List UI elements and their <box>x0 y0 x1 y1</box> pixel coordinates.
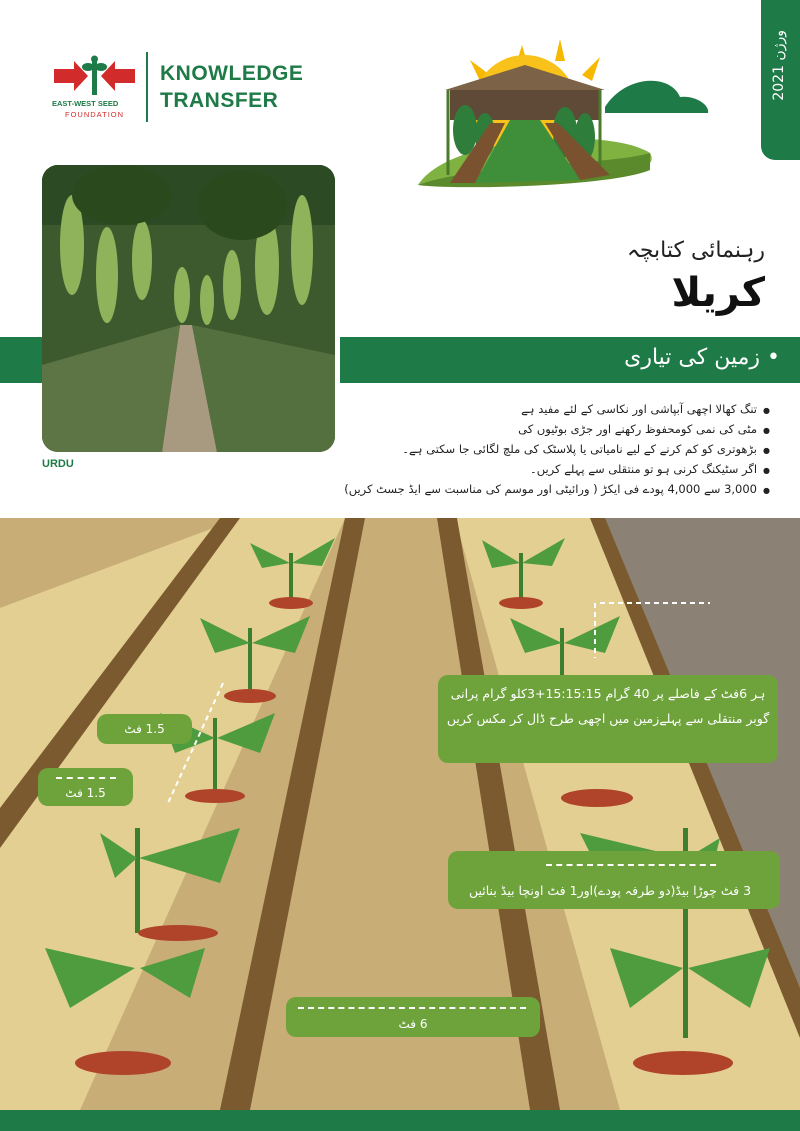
bed-text: 3 فٹ چوڑا بیڈ(دو طرفہ پودے)اور1 فٹ اونچا بیڈ بنائیں <box>468 883 752 898</box>
bullet-item: ● 3,000 سے 4,000 پودے فی ایکڑ ( ورائیٹی اور موسم کی مناسبت سے ایڈ جسٹ کریں) <box>330 480 770 500</box>
spacing-callout-horizontal <box>38 768 133 806</box>
farm-illustration <box>410 35 715 190</box>
bed-callout <box>448 851 780 909</box>
bullet-item: ● اگر سٹیکنگ کرنی ہو تو منتقلی سے پہلے کریں۔ <box>330 460 770 480</box>
fertilizer-text: ہر 6فٹ کے فاصلے پر 40 گرام 15:15:15+3کلو گرام پرانی گوبر منتقلی سے پہلےزمین میں اچھی طرح ڈال کر مکس کریں <box>446 686 770 726</box>
footer-band <box>0 1110 800 1131</box>
row-spacing-text: 6 فٹ <box>398 1017 428 1031</box>
plant-spacing-arrow <box>56 777 116 779</box>
version-label: 2021 ورژن <box>771 30 787 101</box>
bed-width-arrow <box>546 864 716 866</box>
transfer-label: TRANSFER <box>160 89 279 112</box>
bullet-item: ● تنگ کھالا اچھی آبپاشی اور نکاسی کے لئے مفید ہے <box>330 400 770 420</box>
bitter-gourd-photo <box>42 165 335 452</box>
spacing-text-a: 1.5 فٹ <box>124 722 165 736</box>
logo-divider <box>146 52 148 122</box>
foundation-logo <box>52 55 137 125</box>
version-tab <box>761 0 800 160</box>
section-title: • زمین کی تیاری <box>624 345 780 370</box>
crop-name: کریلا <box>671 270 765 316</box>
guide-label: رہنمائی کتابچہ <box>626 238 765 263</box>
seed-logo-icon <box>52 55 137 97</box>
org-name-line2: FOUNDATION <box>65 110 125 119</box>
bullet-item-continuation: ● بڑھوتری کو کم کرنے کے لیے نامیاتی یا پلاسٹک کی ملچ لگائی جا سکتی ہے۔ <box>330 440 770 460</box>
bullet-item: ● مٹی کی نمی کومحفوظ رکھنے اور جڑی بوٹیوں کی <box>330 420 770 440</box>
knowledge-label: KNOWLEDGE <box>160 62 304 85</box>
row-spacing-callout <box>286 997 540 1037</box>
spacing-callout-vertical <box>97 714 192 744</box>
row-spacing-arrow <box>298 1007 526 1009</box>
section-title-band <box>340 337 800 383</box>
language-label: URDU <box>42 458 74 470</box>
org-name-line1: EAST-WEST SEED <box>52 99 119 108</box>
spacing-text-b: 1.5 فٹ <box>65 786 106 800</box>
fertilizer-callout <box>438 675 778 763</box>
preparation-bullets <box>330 400 770 500</box>
left-green-band <box>0 337 42 383</box>
